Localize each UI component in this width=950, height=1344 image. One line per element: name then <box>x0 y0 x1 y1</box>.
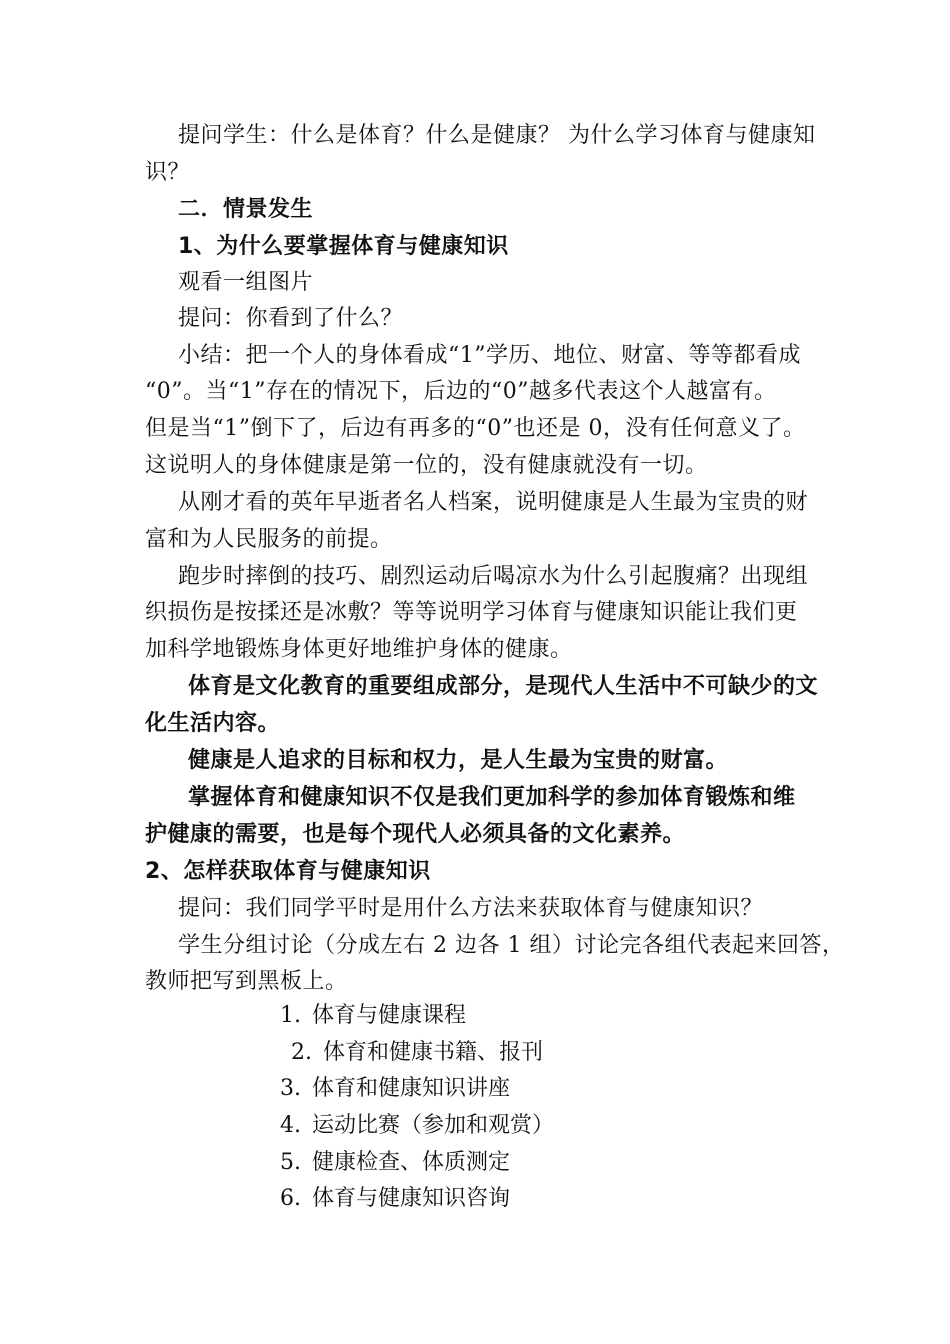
bold-statement-1-line1: 体育是文化教育的重要组成部分，是现代人生活中不可缺少的文 <box>188 674 819 699</box>
list-item-text: 体育和健康知识讲座 <box>312 1076 511 1101</box>
list-item <box>280 1110 554 1142</box>
paragraph-archive-line1: 从刚才看的英年早逝者名人档案，说明健康是人生最为宝贵的财 <box>178 490 809 515</box>
list-item-number: 2. <box>291 1040 312 1065</box>
paragraph-summary-line4: 这说明人的身体健康是第一位的，没有健康就没有一切。 <box>145 453 708 478</box>
bold-statement-3-line2: 护健康的需要，也是每个现代人必须具备的文化素养。 <box>145 822 686 847</box>
paragraph-running-line1: 跑步时摔倒的技巧、剧烈运动后喝凉水为什么引起腹痛？出现组 <box>178 564 809 589</box>
bold-statement-2: 健康是人追求的目标和权力，是人生最为宝贵的财富。 <box>188 748 729 773</box>
list-item <box>280 1073 510 1105</box>
subsection-heading-2: 2、怎样获取体育与健康知识 <box>145 859 431 884</box>
paragraph-running-line3: 加科学地锻炼身体更好地维护身体的健康。 <box>145 637 573 662</box>
bold-statement-3-line1: 掌握体育和健康知识不仅是我们更加科学的参加体育锻炼和维 <box>188 785 796 810</box>
paragraph-look: 观看一组图片 <box>178 270 314 295</box>
list-item-number: 3. <box>280 1076 301 1101</box>
paragraph-summary-line3: 但是当“1”倒下了，后边有再多的“0”也还是 0，没有任何意义了。 <box>145 416 806 441</box>
list-item-text: 健康检查、体质测定 <box>312 1150 511 1175</box>
paragraph-group-line2: 教师把写到黑板上。 <box>145 969 348 994</box>
paragraph-question-line1: 提问学生：什么是体育？什么是健康？ 为什么学习体育与健康知 <box>178 123 816 148</box>
paragraph-summary-line1: 小结：把一个人的身体看成“1”学历、地位、财富、等等都看成 <box>178 343 801 368</box>
list-item <box>280 1147 510 1179</box>
list-item-text: 运动比赛（参加和观赏） <box>312 1113 555 1138</box>
list-item-text: 体育与健康课程 <box>312 1003 467 1028</box>
list-item <box>291 1037 543 1069</box>
paragraph-question2: 提问：我们同学平时是用什么方法来获取体育与健康知识？ <box>178 896 764 921</box>
bold-statement-1-line2: 化生活内容。 <box>145 711 281 736</box>
paragraph-question-line2: 识？ <box>145 160 191 185</box>
list-item-number: 6. <box>280 1186 301 1211</box>
section-heading-2: 二．情景发生 <box>178 197 314 222</box>
list-item-number: 5. <box>280 1150 301 1175</box>
list-item <box>280 1000 466 1032</box>
paragraph-summary-line2: “0”。当“1”存在的情况下，后边的“0”越多代表这个人越富有。 <box>145 379 777 404</box>
subsection-heading-1: 1、为什么要掌握体育与健康知识 <box>178 234 509 259</box>
paragraph-running-line2: 织损伤是按揉还是冰敷？等等说明学习体育与健康知识能让我们更 <box>145 600 798 625</box>
list-item-number: 1. <box>280 1003 301 1028</box>
list-item-number: 4. <box>280 1113 301 1138</box>
list-item <box>280 1183 510 1215</box>
paragraph-group-line1: 学生分组讨论（分成左右 2 边各 1 组）讨论完各组代表起来回答， <box>178 933 845 958</box>
paragraph-archive-line2: 富和为人民服务的前提。 <box>145 527 393 552</box>
list-item-text: 体育和健康书籍、报刊 <box>323 1040 544 1065</box>
list-item-text: 体育与健康知识咨询 <box>312 1186 511 1211</box>
paragraph-ask: 提问：你看到了什么？ <box>178 306 404 331</box>
